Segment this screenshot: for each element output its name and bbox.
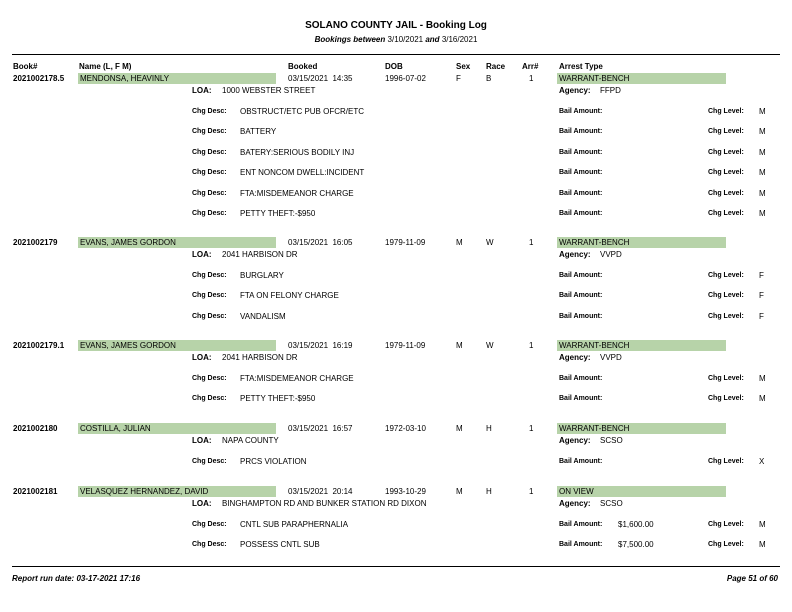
- col-race: Race: [486, 62, 506, 71]
- book-number: 2021002179.1: [13, 341, 65, 350]
- chg-desc: PETTY THEFT:-$950: [240, 209, 316, 218]
- page-number: Page 51 of 60: [726, 574, 778, 583]
- chg-level-label: Chg Level:: [708, 148, 744, 156]
- chg-desc-label: Chg Desc:: [192, 169, 227, 177]
- chg-desc: FTA:MISDEMEANOR CHARGE: [240, 188, 354, 198]
- chg-desc: PRCS VIOLATION: [240, 457, 307, 466]
- booked-datetime: 03/15/2021 16:57: [288, 424, 353, 433]
- chg-level: M: [759, 374, 766, 383]
- chg-desc-label: Chg Desc:: [192, 128, 227, 136]
- date-range-and: and: [425, 35, 440, 44]
- bail-amount-label: Bail Amount:: [559, 108, 603, 115]
- agency-value: SCSO: [600, 499, 623, 508]
- chg-desc-label: Chg Desc:: [192, 521, 227, 528]
- bail-amount-label: Bail Amount:: [559, 395, 603, 403]
- chg-level: F: [759, 271, 764, 280]
- col-name: Name (L, F M): [79, 62, 132, 71]
- inmate-name: EVANS, JAMES GORDON: [80, 238, 176, 247]
- agency-label: Agency:: [559, 436, 591, 445]
- chg-level-label: Chg Level:: [708, 458, 744, 465]
- arrest-type: WARRANT-BENCH: [559, 424, 630, 433]
- loa-label: LOA:: [192, 499, 212, 508]
- chg-level: M: [759, 147, 766, 157]
- agency-label: Agency:: [559, 353, 591, 362]
- bail-amount-label: Bail Amount:: [559, 169, 603, 177]
- chg-level: X: [759, 457, 765, 466]
- chg-level: M: [759, 127, 766, 137]
- booked-datetime: 03/15/2021 20:14: [288, 487, 353, 496]
- chg-desc-label: Chg Desc:: [192, 292, 227, 300]
- dob: 1972-03-10: [385, 424, 426, 433]
- chg-desc: BATTERY: [240, 127, 277, 137]
- arrest-number: 1: [529, 487, 534, 496]
- race: B: [486, 74, 492, 83]
- booked-datetime: 03/15/2021 16:05: [288, 238, 353, 247]
- booked-datetime: 03/15/2021 16:19: [288, 341, 353, 350]
- date-from: 3/10/2021: [387, 35, 424, 44]
- bail-amount-label: Bail Amount:: [559, 375, 603, 382]
- dob: 1979-11-09: [385, 238, 426, 247]
- inmate-name: COSTILLA, JULIAN: [80, 424, 151, 433]
- book-number: 2021002181: [13, 487, 58, 496]
- agency-value: VVPD: [600, 353, 622, 362]
- chg-level-label: Chg Level:: [708, 169, 744, 177]
- report-run-date: Report run date: 03-17-2021 17:16: [12, 574, 141, 583]
- bail-amount-label: Bail Amount:: [559, 148, 603, 156]
- col-booked: Booked: [288, 62, 318, 71]
- dob: 1993-10-29: [385, 487, 426, 496]
- footer-rule: [12, 566, 780, 567]
- header-rule: [12, 54, 780, 55]
- arrest-type: ON VIEW: [559, 487, 594, 496]
- race: H: [486, 424, 492, 433]
- chg-desc: POSSESS CNTL SUB: [240, 540, 320, 550]
- chg-desc: CNTL SUB PARAPHERNALIA: [240, 520, 349, 529]
- col-arr: Arr#: [522, 62, 539, 71]
- loa-value: BINGHAMPTON RD AND BUNKER STATION RD DIXON: [222, 499, 427, 508]
- chg-level: M: [759, 188, 766, 198]
- chg-desc-label: Chg Desc:: [192, 375, 227, 382]
- col-sex: Sex: [456, 62, 471, 71]
- bail-amount-label: Bail Amount:: [559, 272, 603, 279]
- book-number: 2021002179: [13, 238, 58, 247]
- loa-value: 1000 WEBSTER STREET: [222, 86, 316, 95]
- chg-level: M: [759, 168, 766, 178]
- inmate-name: MENDONSA, HEAVINLY: [80, 74, 170, 83]
- chg-desc-label: Chg Desc:: [192, 210, 227, 217]
- bail-amount-label: Bail Amount:: [559, 210, 603, 217]
- sex: F: [456, 74, 461, 83]
- agency-value: VVPD: [600, 250, 622, 259]
- arrest-type: WARRANT-BENCH: [559, 238, 630, 247]
- bail-amount-label: Bail Amount:: [559, 541, 603, 549]
- col-arrest-type: Arrest Type: [559, 62, 603, 71]
- loa-value: 2041 HARBISON DR: [222, 250, 298, 259]
- agency-value: SCSO: [600, 436, 623, 445]
- arrest-number: 1: [529, 341, 534, 350]
- race: H: [486, 487, 492, 496]
- chg-desc-label: Chg Desc:: [192, 189, 227, 197]
- chg-desc-label: Chg Desc:: [192, 458, 227, 465]
- bail-amount-label: Bail Amount:: [559, 292, 603, 300]
- bail-amount-label: Bail Amount:: [559, 312, 603, 320]
- book-number: 2021002180: [13, 424, 58, 433]
- sex: M: [456, 424, 463, 433]
- race: W: [486, 238, 494, 247]
- chg-desc: ENT NONCOM DWELL:INCIDENT: [240, 168, 365, 178]
- chg-desc-label: Chg Desc:: [192, 541, 227, 549]
- bail-amount-label: Bail Amount:: [559, 458, 603, 465]
- loa-label: LOA:: [192, 436, 212, 445]
- dob: 1996-07-02: [385, 74, 426, 83]
- chg-level: M: [759, 107, 766, 116]
- chg-desc: BURGLARY: [240, 271, 284, 280]
- loa-value: 2041 HARBISON DR: [222, 353, 298, 362]
- chg-level-label: Chg Level:: [708, 189, 744, 197]
- arrest-number: 1: [529, 424, 534, 433]
- chg-level: M: [759, 394, 766, 404]
- chg-level: F: [759, 311, 764, 321]
- bail-amount: $7,500.00: [618, 540, 654, 550]
- report-title: SOLANO COUNTY JAIL - Booking Log: [305, 20, 487, 31]
- sex: M: [456, 238, 463, 247]
- loa-label: LOA:: [192, 353, 212, 362]
- chg-level-label: Chg Level:: [708, 272, 744, 279]
- chg-level-label: Chg Level:: [708, 541, 744, 549]
- loa-value: NAPA COUNTY: [222, 436, 279, 445]
- chg-desc-label: Chg Desc:: [192, 395, 227, 403]
- chg-level-label: Chg Level:: [708, 312, 744, 320]
- chg-desc: PETTY THEFT:-$950: [240, 394, 316, 404]
- arrest-type: WARRANT-BENCH: [559, 341, 630, 350]
- chg-level: M: [759, 209, 766, 218]
- dob: 1979-11-09: [385, 341, 426, 350]
- chg-level: M: [759, 520, 766, 529]
- agency-label: Agency:: [559, 499, 591, 508]
- chg-level-label: Chg Level:: [708, 210, 744, 217]
- report-date-range: [0, 35, 792, 44]
- chg-desc: FTA:MISDEMEANOR CHARGE: [240, 374, 354, 383]
- booked-datetime: 03/15/2021 14:35: [288, 74, 353, 83]
- chg-desc: VANDALISM: [240, 311, 286, 321]
- sex: M: [456, 487, 463, 496]
- chg-desc-label: Chg Desc:: [192, 312, 227, 320]
- date-range-prefix: Bookings between: [314, 35, 386, 44]
- date-to: 3/16/2021: [441, 35, 478, 44]
- arrest-type: WARRANT-BENCH: [559, 74, 630, 83]
- agency-value: FFPD: [600, 86, 621, 95]
- arrest-number: 1: [529, 74, 534, 83]
- col-dob: DOB: [385, 62, 403, 71]
- chg-level-label: Chg Level:: [708, 395, 744, 403]
- inmate-name: VELASQUEZ HERNANDEZ, DAVID: [80, 487, 209, 496]
- bail-amount-label: Bail Amount:: [559, 521, 603, 528]
- race: W: [486, 341, 494, 350]
- book-number: 2021002178.5: [13, 74, 65, 83]
- bail-amount-label: Bail Amount:: [559, 128, 603, 136]
- chg-desc-label: Chg Desc:: [192, 108, 227, 115]
- agency-label: Agency:: [559, 250, 591, 259]
- chg-desc-label: Chg Desc:: [192, 148, 227, 156]
- sex: M: [456, 341, 463, 350]
- loa-label: LOA:: [192, 86, 212, 95]
- chg-desc: BATERY:SERIOUS BODILY INJ: [240, 147, 355, 157]
- chg-level: F: [759, 291, 764, 301]
- chg-desc: FTA ON FELONY CHARGE: [240, 291, 339, 301]
- loa-label: LOA:: [192, 250, 212, 259]
- chg-desc: OBSTRUCT/ETC PUB OFCR/ETC: [240, 107, 365, 116]
- chg-level-label: Chg Level:: [708, 375, 744, 382]
- col-book: Book#: [13, 62, 38, 71]
- bail-amount: $1,600.00: [618, 520, 654, 529]
- agency-label: Agency:: [559, 86, 591, 95]
- bail-amount-label: Bail Amount:: [559, 189, 603, 197]
- chg-level-label: Chg Level:: [708, 128, 744, 136]
- chg-level-label: Chg Level:: [708, 521, 744, 528]
- chg-level-label: Chg Level:: [708, 108, 744, 115]
- arrest-number: 1: [529, 238, 534, 247]
- chg-level: M: [759, 540, 766, 550]
- chg-desc-label: Chg Desc:: [192, 272, 227, 279]
- inmate-name: EVANS, JAMES GORDON: [80, 341, 176, 350]
- chg-level-label: Chg Level:: [708, 292, 744, 300]
